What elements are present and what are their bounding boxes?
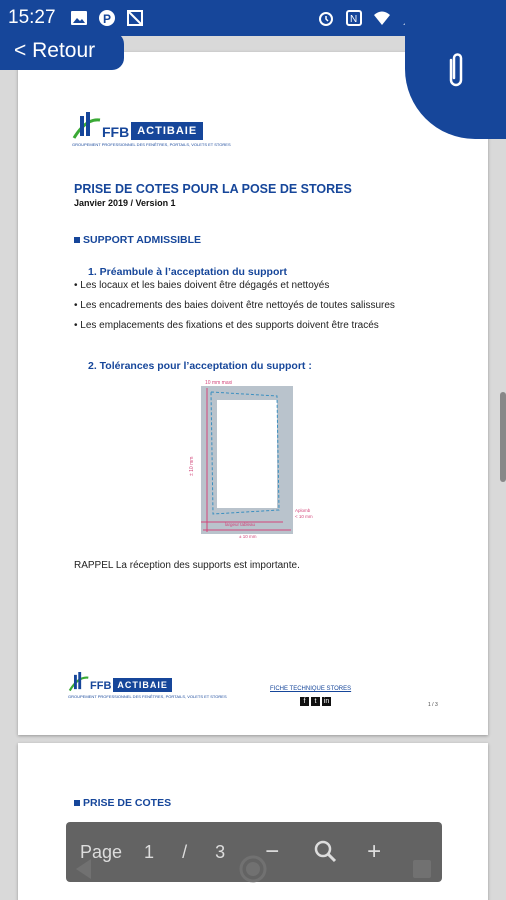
rappel-text: RAPPEL La réception des supports est importante.	[74, 560, 300, 571]
diagram-label-aplomb: Aplomb	[295, 508, 311, 513]
diagram-label-side: ± 10 mm	[189, 456, 195, 476]
diagram-label-width: largeur tableau	[225, 522, 256, 527]
doc-subtitle: Janvier 2019 / Version 1	[74, 198, 176, 208]
bullet-item: • Les emplacements des fixations et des supports doivent être tracés	[74, 320, 379, 331]
page-separator: /	[182, 841, 188, 862]
footer-link-fiche[interactable]: FICHE TECHNIQUE STORES	[270, 686, 352, 692]
facebook-icon[interactable]: f	[300, 697, 309, 706]
page-current-input[interactable]: 1	[144, 841, 155, 862]
page-total: 3	[215, 841, 226, 862]
footer-social	[300, 697, 331, 706]
zoom-out-button[interactable]: −	[265, 838, 280, 865]
svg-text:N: N	[349, 14, 358, 25]
diagram-label-width-tol: ± 10 mm	[239, 534, 257, 539]
scrollbar[interactable]	[500, 392, 506, 482]
doc-logo	[72, 112, 231, 147]
logo-ffb-text: FFB	[90, 680, 112, 692]
bullet-item: • Les locaux et les baies doivent être dégagés et nettoyés	[74, 280, 330, 291]
section-support: SUPPORT ADMISSIBLE	[74, 234, 201, 246]
wifi-icon	[373, 9, 391, 27]
subheading-tolerances: 2. Tolérances pour l’acceptation du support :	[88, 360, 312, 372]
parking-icon	[98, 9, 116, 27]
logo-actibaie-text: ACTIBAIE	[131, 122, 203, 140]
linkedin-icon[interactable]: in	[323, 698, 330, 705]
logo-actibaie-text: ACTIBAIE	[113, 678, 172, 692]
ffb-logo-icon	[72, 112, 102, 140]
footer-logo	[68, 672, 227, 699]
nfc-icon	[345, 9, 363, 27]
logo-subtitle: GROUPEMENT PROFESSIONNEL DES FENÊTRES, PORTAILS, VOLETS ET STORES	[72, 142, 231, 147]
image-icon	[70, 9, 88, 27]
subheading-preambule: 1. Préambule à l’acceptation du support	[88, 266, 287, 278]
alarm-icon	[317, 9, 335, 27]
page-number: 1 / 3	[428, 702, 438, 708]
diagram-label-top: 10 mm maxi	[205, 380, 233, 386]
back-button[interactable]: < Retour	[0, 32, 124, 70]
page-label: Page	[80, 841, 123, 862]
nav-back-icon[interactable]	[71, 856, 97, 882]
status-time: 15:27	[8, 7, 56, 28]
svg-text:P: P	[102, 12, 111, 26]
twitter-icon[interactable]: t	[311, 697, 320, 706]
zoom-in-button[interactable]: +	[367, 838, 382, 865]
paperclip-icon	[443, 50, 469, 90]
doc-title: PRISE DE COTES POUR LA POSE DE STORES	[74, 182, 352, 196]
pdf-page-1	[18, 52, 488, 735]
android-nav-bar	[0, 838, 506, 900]
diagram-label-aplomb-value: < 10 mm	[295, 514, 313, 519]
no-signal-icon	[126, 9, 144, 27]
section-prise-de-cotes: PRISE DE COTES	[74, 797, 171, 809]
ffb-logo-icon	[68, 672, 90, 692]
logo-ffb-text: FFB	[102, 124, 130, 140]
logo-subtitle: GROUPEMENT PROFESSIONNEL DES FENÊTRES, PORTAILS, VOLETS ET STORES	[68, 694, 227, 699]
nav-recents-icon[interactable]	[409, 856, 435, 882]
pdf-viewer[interactable]	[0, 36, 506, 900]
nav-home-icon[interactable]	[238, 854, 268, 884]
tolerance-diagram	[173, 372, 353, 540]
bullet-item: • Les encadrements des baies doivent être nettoyés de toutes salissures	[74, 300, 395, 311]
